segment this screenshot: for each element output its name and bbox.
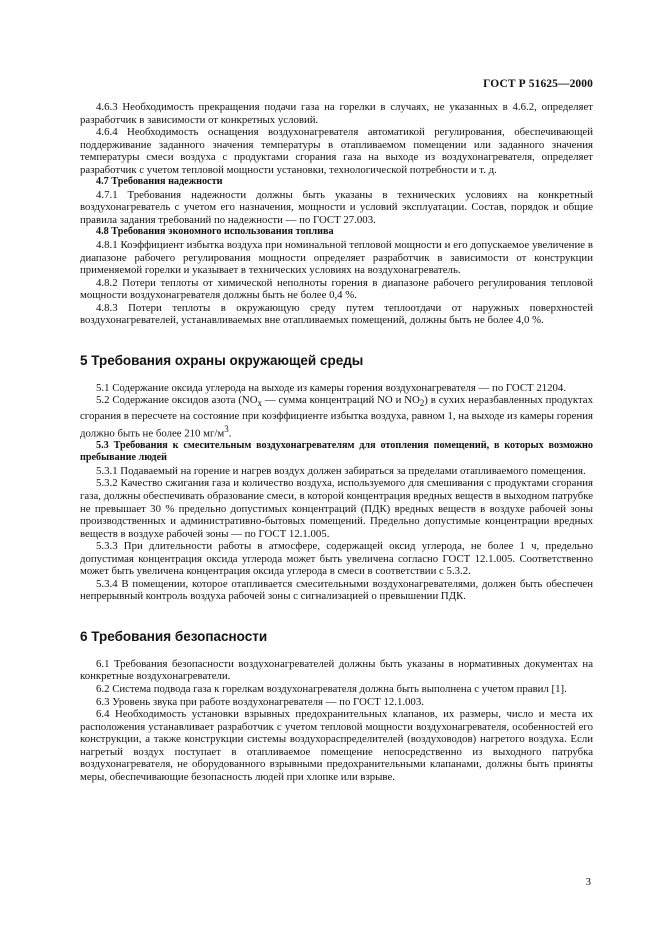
paragraph-4-8-1: 4.8.1 Коэффициент избытка воздуха при номинальной тепловой мощности и его допускаемое увеличение в диапазоне рабочего регулирования мощности определяет разработчик в зависимости от конструкции применяемой горелки и указывает в технических условиях на воздухонагреватель. — [80, 239, 593, 277]
paragraph-5-2-part-b: — сумма концентраций NO и NO — [262, 394, 420, 407]
paragraph-6-1: 6.1 Требования безопасности воздухонагревателей должны быть указаны в нормативных документах на конкретные воздухонагреватели. — [80, 657, 593, 683]
paragraph-4-7-1: 4.7.1 Требования надежности должны быть указаны в технических условиях на конкретный воздухонагреватель с учетом его назначения, мощности и условий эксплуатации. Состав, порядок и общие правила задания требований по надежности — по ГОСТ 27.003. — [80, 188, 593, 226]
paragraph-6-4: 6.4 Необходимость установки взрывных предохранительных клапанов, их размеры, число и места их расположения устанавливает разработчик с учетом тепловой мощности воздухонагревателя, особенностей его конструкции, а также конструкции системы воздухораспределителей (воздуховодов) нагретого воздуха. Если нагретый воздух поступает в отапливаемое помещение непосредственно из выходного патрубка воздухонагревателя, не оборудованного взрывными предохранительными клапанами, должны быть приняты меры, обеспечивающие безопасность людей при хлопке или взрыве. — [80, 708, 593, 783]
paragraph-4-8-2: 4.8.2 Потери теплоты от химической неполноты горения в диапазоне рабочего регулирования тепловой мощности воздухонагревателя должны быть не более 0,4 %. — [80, 276, 593, 302]
page-number: 3 — [585, 876, 591, 888]
paragraph-6-3: 6.3 Уровень звука при работе воздухонагревателя — по ГОСТ 12.1.003. — [96, 695, 424, 708]
heading-4-7: 4.7 Требования надежности — [96, 176, 223, 188]
subscript-x: x — [257, 398, 263, 409]
paragraph-5-2-part-c: ) в сухих неразбавленных продуктах сгорания в пересчете на состояние при коэффициенте избытка воздуха, равном 1, на выходе из камеры горения должно быть не более 210 мг/м — [80, 394, 593, 440]
section-6-title: 6 Требования безопасности — [80, 628, 268, 644]
paragraph-5-2 — [80, 394, 593, 439]
paragraph-4-6-4: 4.6.4 Необходимость оснащения воздухонагревателя автоматикой регулирования, обеспечивающей поддерживание заданного значения температуры в отапливаемом помещении или заданного значения температуры смеси воздуха с продуктами сгорания газа на выходе из воздухонагревателя, определяет разработчик с учетом тепловой мощности установки, технологической потребности и т. д. — [80, 126, 593, 176]
standard-header: ГОСТ Р 51625—2000 — [483, 78, 593, 90]
superscript-3: 3 — [224, 423, 229, 434]
paragraph-5-2-part-a: 5.2 Содержание оксидов азота (NO — [96, 394, 258, 407]
paragraph-5-3-4: 5.3.4 В помещении, которое отапливается смесительными воздухонагревателями, должен быть обеспечен непрерывный контроль воздуха рабочей зоны с сигнализацией о превышении ПДК. — [80, 577, 593, 603]
paragraph-5-3-1: 5.3.1 Подаваемый на горение и нагрев воздух должен забираться за пределами отапливаемого помещения. — [96, 464, 586, 477]
subscript-2: 2 — [419, 398, 425, 409]
page-content — [80, 101, 593, 783]
paragraph-4-6-3: 4.6.3 Необходимость прекращения подачи газа на горелки в случаях, не указанных в 4.6.2, определяет разработчик в зависимости от конкретных условий. — [80, 101, 593, 126]
paragraph-5-2-part-d: . — [228, 427, 232, 440]
section-5-title: 5 Требования охраны окружающей среды — [80, 352, 364, 368]
paragraph-4-8-3: 4.8.3 Потери теплоты в окружающую среду путем теплоотдачи от наружных поверхностей воздухонагревателей, устанавливаемых вне отапливаемых помещений, должны быть не более 4,0 %. — [80, 301, 593, 327]
paragraph-5-3-3: 5.3.3 При длительности работы в атмосфере, содержащей оксид углерода, не более 1 ч, предельно допустимая концентрация оксида углерода может быть увеличена согласно ГОСТ 12.1.005. Соответственно может быть увеличена концентрация оксида углерода в смеси в соответствии с 5.3.2. — [80, 540, 593, 578]
paragraph-5-3-2: 5.3.2 Качество сжигания газа и количество воздуха, используемого для смешивания с продуктами сгорания газа, должны обеспечивать образование смеси, в которой концентрация вредных веществ в выходном патрубке не превышает 30 % предельно допустимых концентраций (ПДК) вредных веществ в воздухе рабочей зоны производственных и административно-бытовых помещений. Предельно допустимые концентрации вредных веществ в воздухе рабочей зоны — по ГОСТ 12.1.005. — [80, 477, 593, 540]
heading-5-3: 5.3 Требования к смесительным воздухонагревателям для отопления помещений, в которых возможно пребывание людей — [80, 439, 593, 464]
paragraph-5-1: 5.1 Содержание оксида углерода на выходе из камеры горения воздухонагревателя — по ГОСТ 21204. — [96, 381, 567, 394]
paragraph-6-2: 6.2 Система подвода газа к горелкам воздухонагревателя должна быть выполнена с учетом правил [1]. — [96, 682, 567, 695]
heading-4-8: 4.8 Требования экономного использования топлива — [96, 226, 334, 238]
